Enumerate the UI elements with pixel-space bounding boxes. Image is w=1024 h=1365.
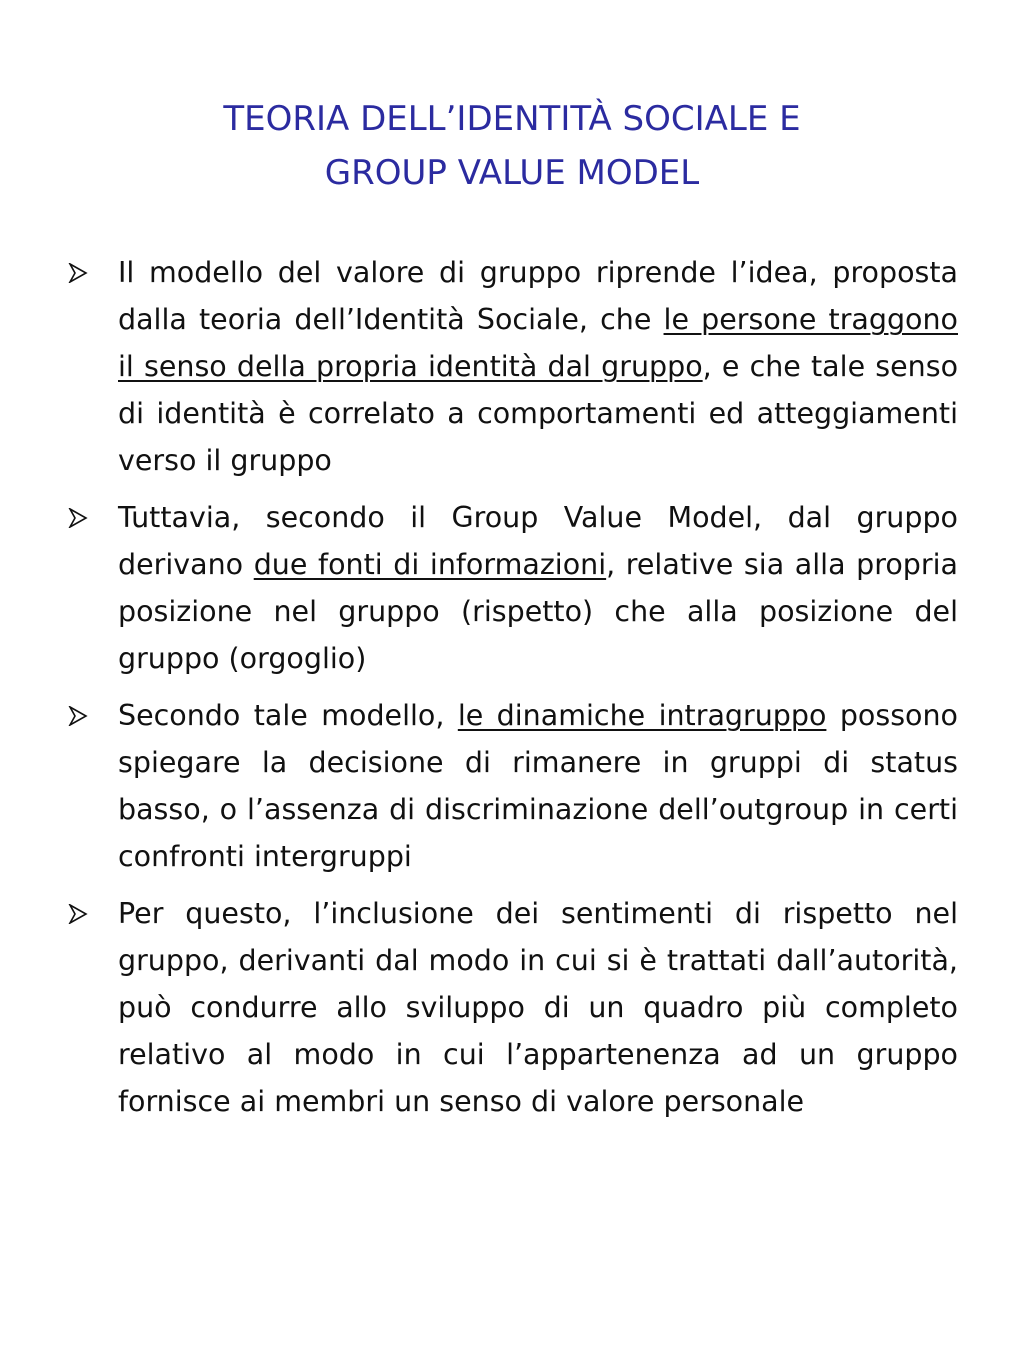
bullet-item [68,494,958,682]
arrowhead-bullet-icon [68,692,118,739]
bullet-item [68,890,958,1125]
bullet-text-plain: , relative sia alla propria posizione nel gruppo (rispetto) che alla posizione del gruppo (orgoglio) [118,548,958,675]
bullet-text-plain: Il modello del valore di gruppo riprende l’idea, proposta dalla teoria dell’Identità Sociale, che [118,256,958,336]
bullet-text-underlined: due fonti di informazioni [253,548,607,581]
arrowhead-bullet-icon [68,890,118,937]
bullet-text-underlined: le dinamiche intragruppo [457,699,827,732]
bullet-text [118,249,958,484]
bullet-text [118,890,958,1125]
bullet-text-plain: Tuttavia, secondo il Group Value Model, dal gruppo derivano [118,501,958,581]
bullet-text-plain: , e che tale senso di identità è correlato a comportamenti ed atteggiamenti verso il gruppo [118,350,959,477]
slide-title [112,92,912,200]
title-line-2: GROUP VALUE MODEL [324,153,700,193]
bullet-text-plain: Secondo tale modello, [118,699,458,732]
bullet-text-underlined: le persone traggono il senso della propria identità dal gruppo [118,303,958,383]
bullet-text [118,692,958,880]
bullet-list [68,249,958,1135]
bullet-text [118,494,958,682]
arrowhead-bullet-icon [68,494,118,541]
arrowhead-bullet-icon [68,249,118,296]
bullet-text-plain: possono spiegare la decisione di rimanere in gruppi di status basso, o l’assenza di discriminazione dell’outgroup in certi confronti intergruppi [118,699,958,873]
bullet-text-plain: Per questo, l’inclusione dei sentimenti di rispetto nel gruppo, derivanti dal modo in cui si è trattati dall’autorità, può condurre allo sviluppo di un quadro più completo relativo al modo in cui l’appartenenza ad un gruppo fornisce ai membri un senso di valore personale [118,897,958,1118]
bullet-item [68,249,958,484]
bullet-item [68,692,958,880]
title-line-1: TEORIA DELL’IDENTITÀ SOCIALE E [223,99,801,139]
